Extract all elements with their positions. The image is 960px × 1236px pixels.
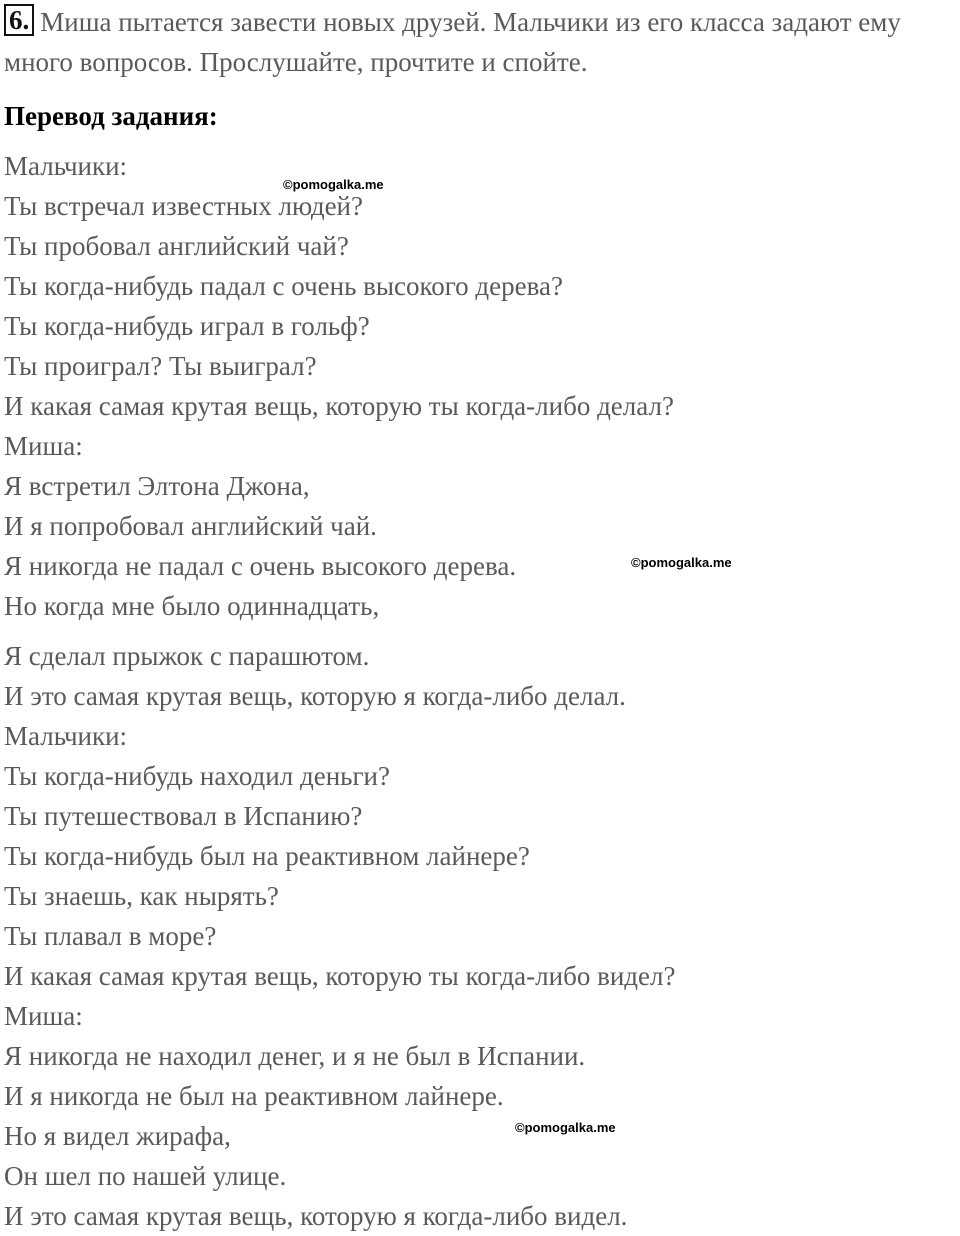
text-line: Он шел по нашей улице. [4,1161,287,1191]
text-line: Я никогда не находил денег, и я не был в Испании. [4,1041,586,1071]
text-line: И какая самая крутая вещь, которую ты когда-либо делал? [4,391,674,421]
task-number: 6. [4,4,34,36]
text-line: Но я видел жирафа, [4,1121,231,1151]
text-line: Ты путешествовал в Испанию? [4,801,363,831]
watermark: ©pomogalka.me [631,555,732,570]
text-line: И это самая крутая вещь, которую я когда-либо делал. [4,681,626,711]
speaker-label: Миша: [4,431,83,461]
text-line: И я никогда не был на реактивном лайнере. [4,1081,504,1111]
text-line: И это самая крутая вещь, которую я когда-либо видел. [4,1201,628,1231]
watermark: ©pomogalka.me [515,1120,616,1135]
text-line: Ты встречал известных людей? [4,191,363,221]
text-line: Ты когда-нибудь падал с очень высокого дерева? [4,271,563,301]
speaker-label: Миша: [4,1001,83,1031]
text-line: И я попробовал английский чай. [4,511,377,541]
text-line: И какая самая крутая вещь, которую ты когда-либо видел? [4,961,676,991]
task-instruction [4,2,956,82]
text-line: Ты проиграл? Ты выиграл? [4,351,317,381]
speaker-label: Мальчики: [4,151,128,181]
text-line: Ты пробовал английский чай? [4,231,349,261]
speaker-label: Мальчики: [4,721,128,751]
text-line: Ты плавал в море? [4,921,217,951]
text-line: Но когда мне было одиннадцать, [4,591,380,621]
text-line: Ты знаешь, как нырять? [4,881,279,911]
section-title: Перевод задания: [4,101,218,131]
text-line: Ты когда-нибудь играл в гольф? [4,311,370,341]
text-line: Я никогда не падал с очень высокого дерева. [4,551,517,581]
watermark: ©pomogalka.me [283,177,384,192]
text-line: Я сделал прыжок с парашютом. [4,641,370,671]
text-line: Ты когда-нибудь был на реактивном лайнере? [4,841,530,871]
translation-text [4,146,954,1236]
task-text: Миша пытается завести новых друзей. Мальчики из его класса задают ему много вопросов. Прослушайте, прочтите и спойте. [4,7,901,77]
text-line: Ты когда-нибудь находил деньги? [4,761,390,791]
text-line: Я встретил Элтона Джона, [4,471,310,501]
